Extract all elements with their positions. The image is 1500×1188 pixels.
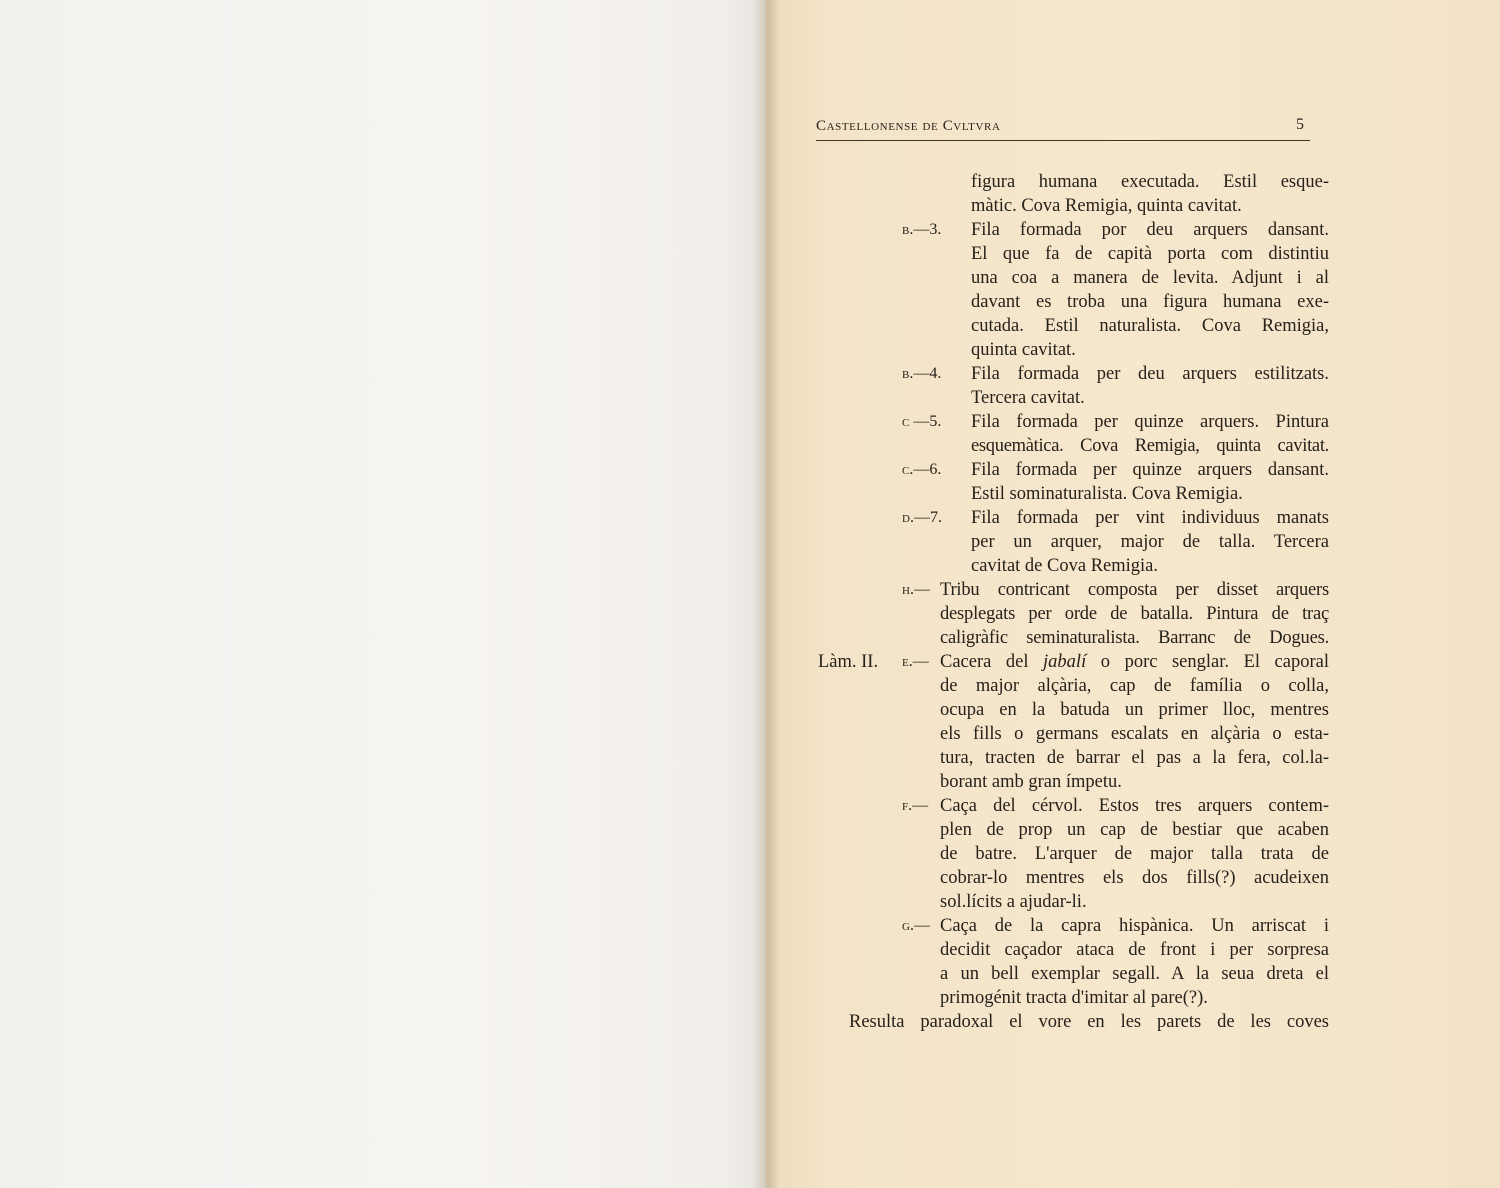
text-line: borant amb gran ímpetu. xyxy=(940,772,1122,792)
text-line: caligràfic seminaturalista. Barranc de Dogues. xyxy=(940,628,1329,648)
running-head-title: Castellonense de Cvltvra xyxy=(816,118,1001,134)
text-line: d.—7. Fila formada per vint individuus manats xyxy=(902,508,1329,528)
text-line: b.—3. Fila formada por deu arquers dansant. xyxy=(902,220,1329,240)
text-line: figura humana executada. Estil esque- xyxy=(971,172,1329,192)
page-number: 5 xyxy=(1296,116,1304,133)
text-line: ocupa en la batuda un primer lloc, mentres xyxy=(940,700,1329,720)
text-line: de major alçària, cap de família o colla, xyxy=(940,676,1329,696)
text-line: Estil sominaturalista. Cova Remigia. xyxy=(971,484,1243,504)
text-line: per un arquer, major de talla. Tercera xyxy=(971,532,1329,552)
running-head xyxy=(816,118,1310,141)
text-line: quinta cavitat. xyxy=(971,340,1076,360)
plate-reference: Làm. II. xyxy=(818,652,879,672)
item-label: d.—7. xyxy=(902,509,942,526)
text-line: davant es troba una figura humana exe- xyxy=(971,292,1329,312)
text-line: primogénit tracta d'imitar al pare(?). xyxy=(940,988,1208,1008)
text-line: b.—4. Fila formada per deu arquers estilitzats. xyxy=(902,364,1329,384)
text-line: g.— Caça de la capra hispànica. Un arriscat i xyxy=(902,916,1329,936)
text-line: cobrar-lo mentres els dos fills(?) acudeixen xyxy=(940,868,1329,888)
text-line: cavitat de Cova Remigia. xyxy=(971,556,1158,576)
text-line: una coa a manera de levita. Adjunt i al xyxy=(971,268,1329,288)
item-label: b.—4. xyxy=(902,365,942,382)
text-line: h.— Tribu contricant composta per disset arquers xyxy=(902,580,1329,600)
item-label: e.— xyxy=(902,653,929,670)
text-line: sol.lícits a ajudar-li. xyxy=(940,892,1087,912)
text-line: de batre. L'arquer de major talla trata de xyxy=(940,844,1329,864)
text-line: plen de prop un cap de bestiar que acaben xyxy=(940,820,1329,840)
item-label: h.— xyxy=(902,581,930,598)
text-line: a un bell exemplar segall. A la seua dreta el xyxy=(940,964,1329,984)
text-line: Làm. II. e.— Cacera del jabalí o porc senglar. El caporal xyxy=(818,652,1329,672)
text-line: esquemàtica. Cova Remigia, quinta cavitat. xyxy=(971,436,1329,456)
italic-term: jabalí xyxy=(1043,652,1087,672)
text-line: f.— Caça del cérvol. Estos tres arquers contem- xyxy=(902,796,1329,816)
item-label: c —5. xyxy=(902,413,942,430)
text-line: màtic. Cova Remigia, quinta cavitat. xyxy=(971,196,1242,216)
text-line: desplegats per orde de batalla. Pintura de traç xyxy=(940,604,1329,624)
text-line: Tercera cavitat. xyxy=(971,388,1085,408)
item-label: b.—3. xyxy=(902,221,942,238)
text-line: c.—6. Fila formada per quinze arquers dansant. xyxy=(902,460,1329,480)
text-line: Resulta paradoxal el vore en les parets de les coves xyxy=(849,1012,1329,1032)
text-line: decidit caçador ataca de front i per sorpresa xyxy=(940,940,1329,960)
item-label: f.— xyxy=(902,797,929,814)
text-line: tura, tracten de barrar el pas a la fera, col.la- xyxy=(940,748,1329,768)
item-label: g.— xyxy=(902,917,930,934)
text-line: El que fa de capità porta com distintiu xyxy=(971,244,1329,264)
text-line: c —5. Fila formada per quinze arquers. Pintura xyxy=(902,412,1329,432)
item-label: c.—6. xyxy=(902,461,942,478)
text-line: els fills o germans escalats en alçària o esta- xyxy=(940,724,1329,744)
text-line: cutada. Estil naturalista. Cova Remigia, xyxy=(971,316,1329,336)
